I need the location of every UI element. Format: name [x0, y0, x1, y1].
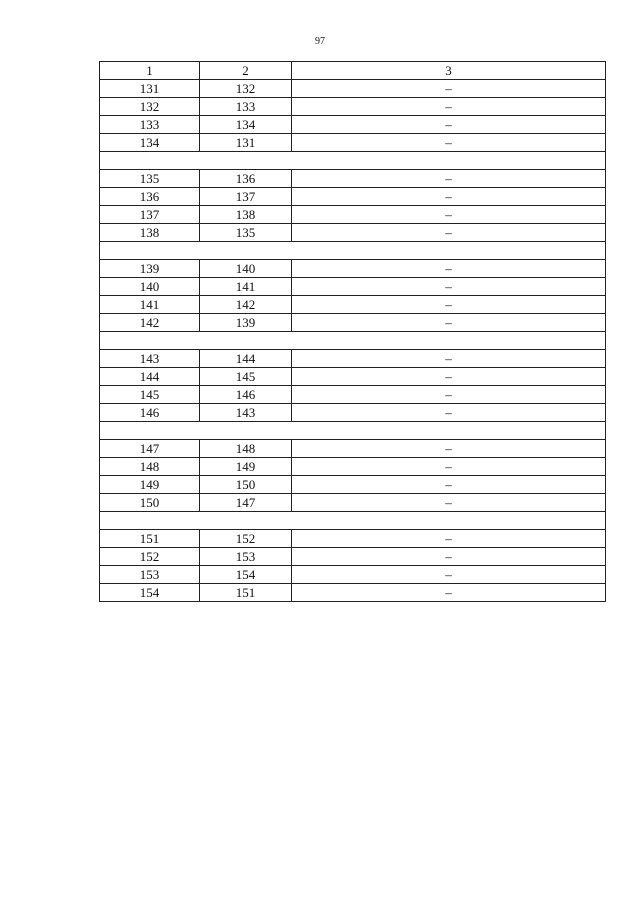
table-cell-col-3: –	[292, 350, 606, 368]
table-cell-col-1: 140	[100, 278, 200, 296]
table-cell-col-2: 148	[200, 440, 292, 458]
table-row	[100, 386, 606, 404]
table-row	[100, 368, 606, 386]
column-header-2: 2	[200, 62, 292, 80]
table-cell-col-3: –	[292, 116, 606, 134]
table-cell-col-3: –	[292, 584, 606, 602]
table-cell-col-2: 143	[200, 404, 292, 422]
group-separator-cell	[100, 152, 606, 170]
table-cell-col-3: –	[292, 98, 606, 116]
table-cell-col-1: 147	[100, 440, 200, 458]
data-table	[99, 61, 606, 602]
table-cell-col-1: 151	[100, 530, 200, 548]
table-row	[100, 224, 606, 242]
table-cell-col-1: 145	[100, 386, 200, 404]
table-header-row	[100, 62, 606, 80]
table-cell-col-1: 134	[100, 134, 200, 152]
table-cell-col-3: –	[292, 548, 606, 566]
table-cell-col-1: 154	[100, 584, 200, 602]
table-cell-col-1: 135	[100, 170, 200, 188]
table-cell-col-1: 152	[100, 548, 200, 566]
table-cell-col-3: –	[292, 188, 606, 206]
table-cell-col-1: 150	[100, 494, 200, 512]
table-cell-col-3: –	[292, 314, 606, 332]
table-row	[100, 206, 606, 224]
group-separator-cell	[100, 242, 606, 260]
table-row	[100, 584, 606, 602]
table-cell-col-2: 133	[200, 98, 292, 116]
table-cell-col-2: 146	[200, 386, 292, 404]
table-cell-col-3: –	[292, 224, 606, 242]
table-row	[100, 404, 606, 422]
table-cell-col-2: 131	[200, 134, 292, 152]
table-cell-col-3: –	[292, 260, 606, 278]
table-cell-col-2: 142	[200, 296, 292, 314]
table-cell-col-2: 134	[200, 116, 292, 134]
table-row	[100, 566, 606, 584]
table-cell-col-2: 149	[200, 458, 292, 476]
table-cell-col-2: 152	[200, 530, 292, 548]
table-row	[100, 476, 606, 494]
group-separator-row	[100, 332, 606, 350]
group-separator-cell	[100, 332, 606, 350]
table-cell-col-2: 139	[200, 314, 292, 332]
table-cell-col-3: –	[292, 170, 606, 188]
table-row	[100, 278, 606, 296]
table-body	[100, 62, 606, 602]
table-cell-col-3: –	[292, 206, 606, 224]
table-row	[100, 440, 606, 458]
table-row	[100, 548, 606, 566]
table-cell-col-1: 139	[100, 260, 200, 278]
page-number: 97	[315, 36, 325, 47]
table-cell-col-2: 132	[200, 80, 292, 98]
table-cell-col-3: –	[292, 566, 606, 584]
table-cell-col-2: 135	[200, 224, 292, 242]
table-row	[100, 170, 606, 188]
table-cell-col-1: 136	[100, 188, 200, 206]
table-cell-col-2: 141	[200, 278, 292, 296]
table-row	[100, 458, 606, 476]
group-separator-cell	[100, 512, 606, 530]
table-cell-col-2: 136	[200, 170, 292, 188]
table-cell-col-3: –	[292, 404, 606, 422]
table-row	[100, 530, 606, 548]
table-cell-col-2: 151	[200, 584, 292, 602]
table-cell-col-3: –	[292, 368, 606, 386]
group-separator-row	[100, 422, 606, 440]
table-cell-col-2: 145	[200, 368, 292, 386]
table-row	[100, 296, 606, 314]
table-row	[100, 350, 606, 368]
table-row	[100, 80, 606, 98]
table-cell-col-1: 148	[100, 458, 200, 476]
table-row	[100, 116, 606, 134]
group-separator-row	[100, 242, 606, 260]
table-cell-col-2: 144	[200, 350, 292, 368]
table-cell-col-1: 137	[100, 206, 200, 224]
table-row	[100, 260, 606, 278]
table-cell-col-3: –	[292, 134, 606, 152]
table-cell-col-1: 153	[100, 566, 200, 584]
table-row	[100, 494, 606, 512]
table-row	[100, 98, 606, 116]
table-row	[100, 314, 606, 332]
table-cell-col-3: –	[292, 278, 606, 296]
table-cell-col-2: 138	[200, 206, 292, 224]
group-separator-cell	[100, 422, 606, 440]
table-cell-col-3: –	[292, 476, 606, 494]
column-header-1: 1	[100, 62, 200, 80]
table-cell-col-2: 137	[200, 188, 292, 206]
table-cell-col-3: –	[292, 494, 606, 512]
table-cell-col-1: 141	[100, 296, 200, 314]
table-cell-col-3: –	[292, 458, 606, 476]
table-cell-col-1: 142	[100, 314, 200, 332]
group-separator-row	[100, 512, 606, 530]
table-cell-col-3: –	[292, 296, 606, 314]
table-cell-col-1: 131	[100, 80, 200, 98]
group-separator-row	[100, 152, 606, 170]
table-cell-col-1: 138	[100, 224, 200, 242]
table-cell-col-3: –	[292, 386, 606, 404]
table-cell-col-2: 147	[200, 494, 292, 512]
table-cell-col-3: –	[292, 440, 606, 458]
table-cell-col-3: –	[292, 80, 606, 98]
table-cell-col-1: 143	[100, 350, 200, 368]
table-row	[100, 188, 606, 206]
column-header-3: 3	[292, 62, 606, 80]
table-cell-col-2: 154	[200, 566, 292, 584]
table-cell-col-1: 146	[100, 404, 200, 422]
table-cell-col-1: 133	[100, 116, 200, 134]
table-cell-col-2: 153	[200, 548, 292, 566]
table-cell-col-1: 132	[100, 98, 200, 116]
table-cell-col-1: 144	[100, 368, 200, 386]
table-cell-col-3: –	[292, 530, 606, 548]
table-row	[100, 134, 606, 152]
table-cell-col-2: 140	[200, 260, 292, 278]
table-cell-col-1: 149	[100, 476, 200, 494]
table-cell-col-2: 150	[200, 476, 292, 494]
